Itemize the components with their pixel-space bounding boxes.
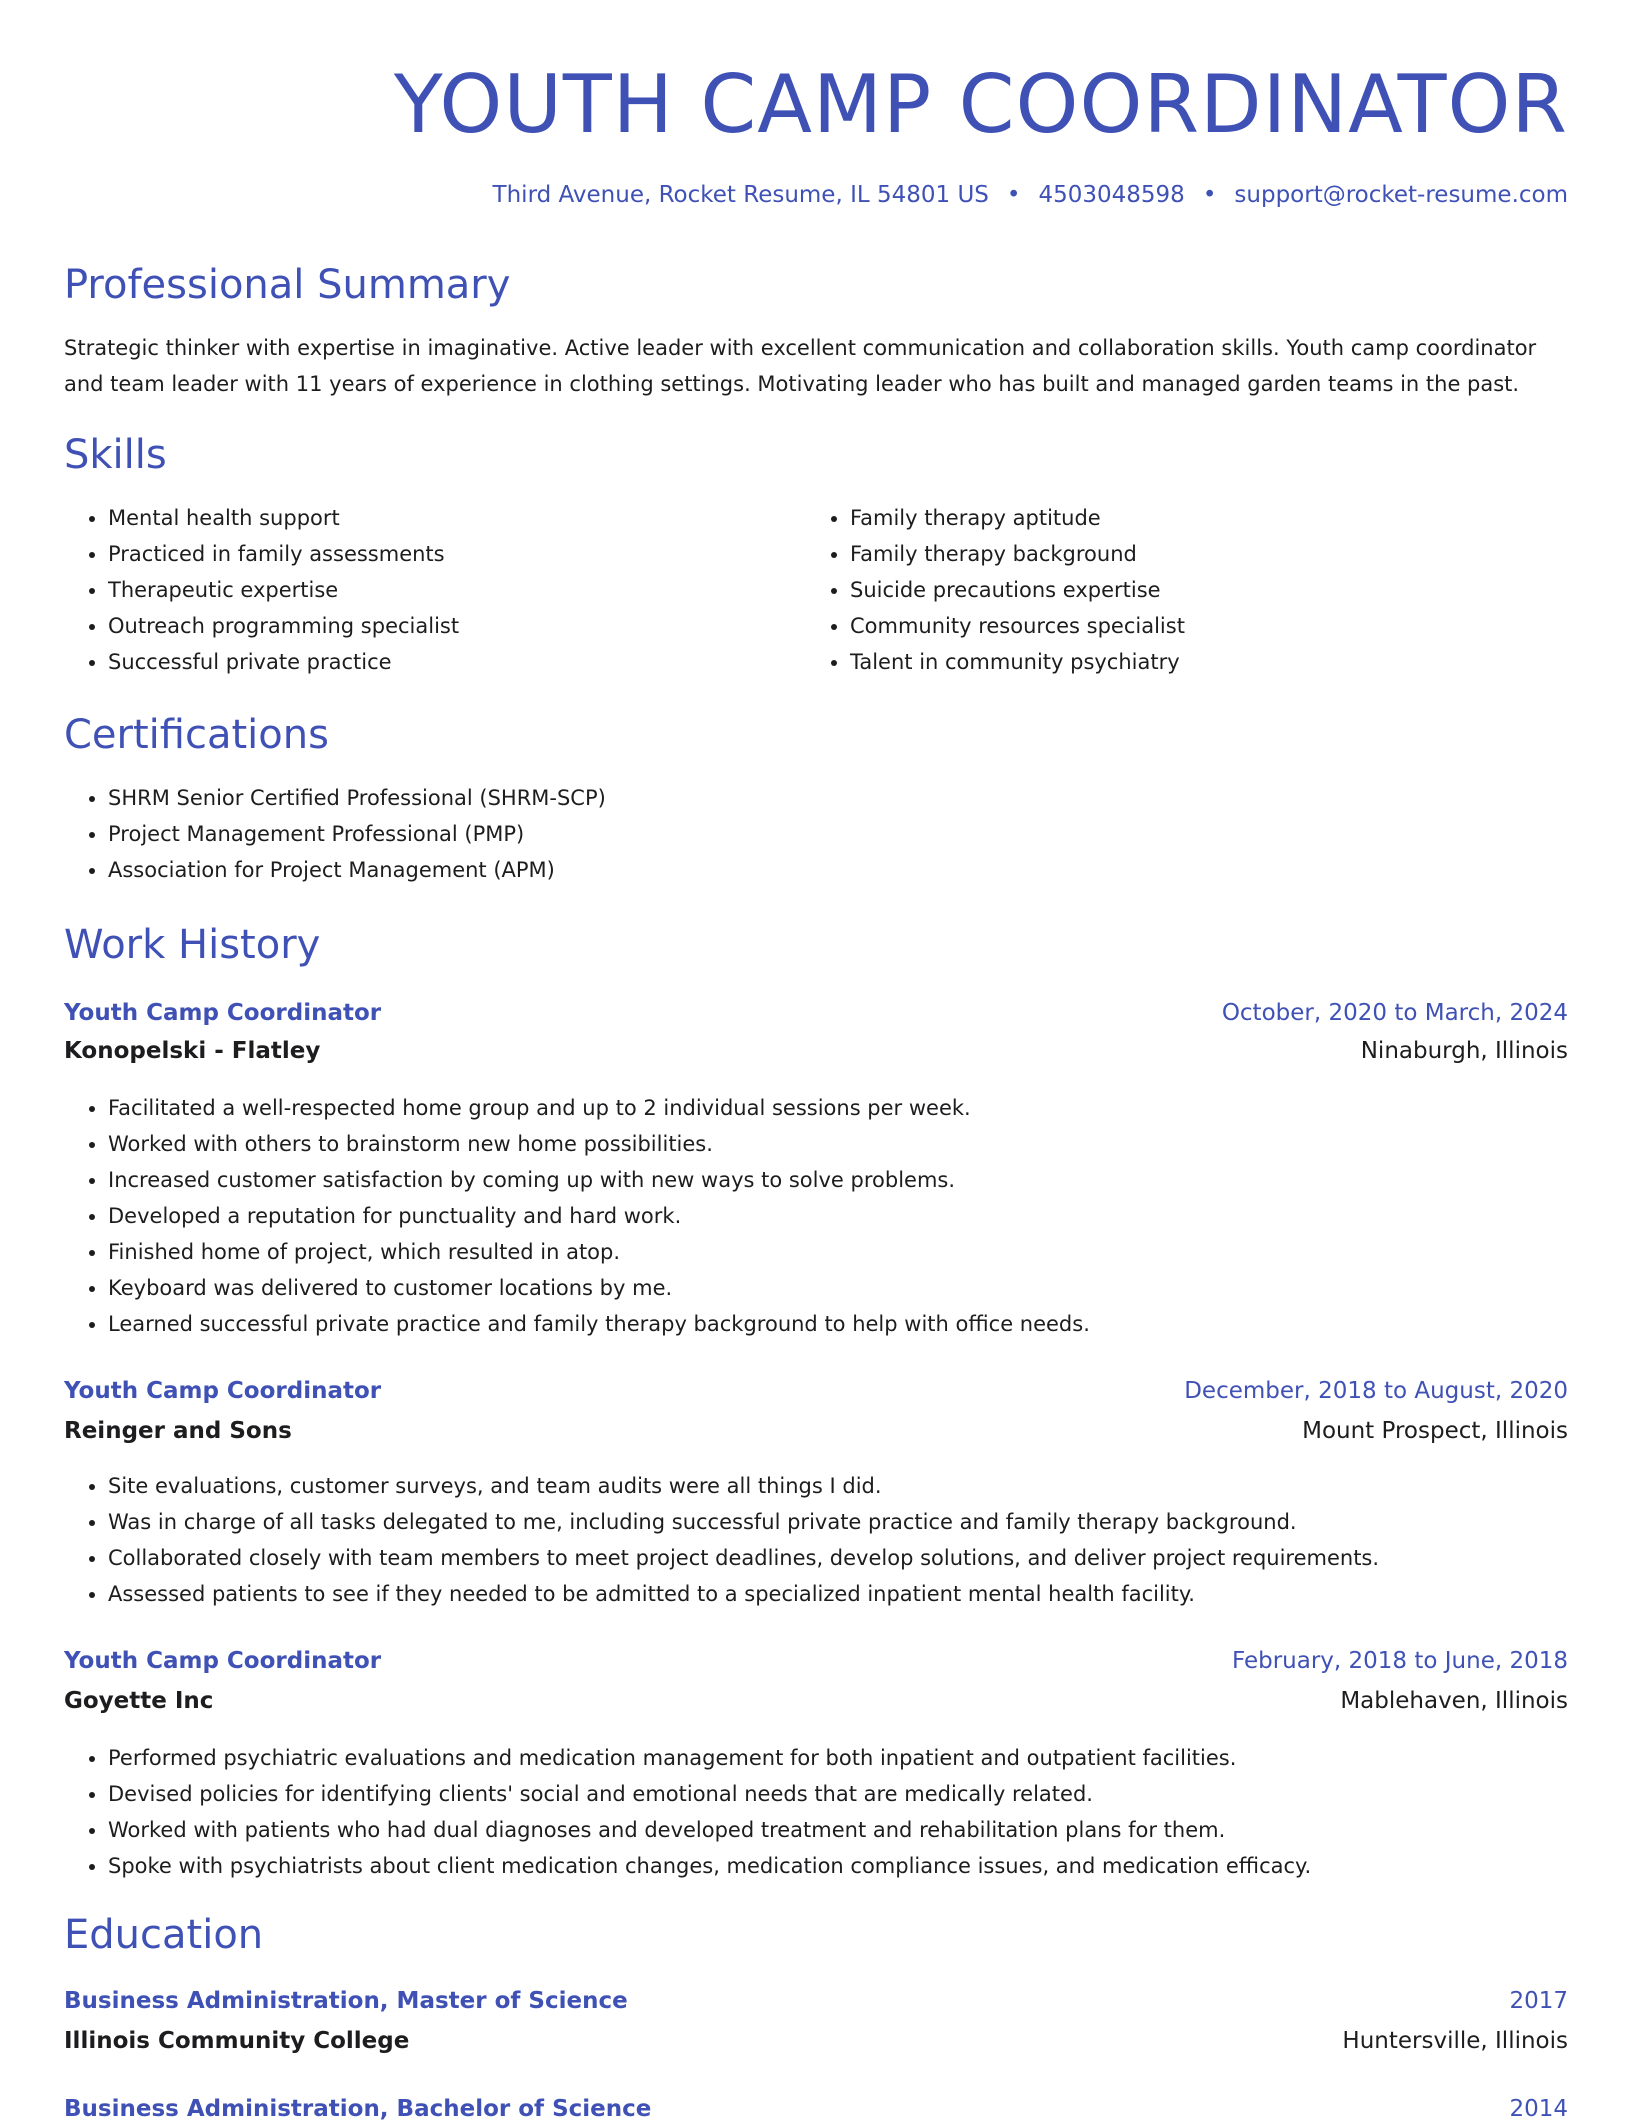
section-title-certifications: Certifications [64, 712, 329, 758]
skills-list-right [806, 500, 1550, 680]
job-title: Youth Camp Coordinator [64, 1000, 382, 1026]
job-bullet: • Keyboard was delivered to customer locations by me. [108, 1270, 1568, 1306]
job-bullet: • Worked with patients who had dual diagnoses and developed treatment and rehabilitation plans for them. [108, 1812, 1568, 1848]
job-bullet: • Was in charge of all tasks delegated to me, including successful private practice and family therapy background. [108, 1504, 1568, 1540]
education-location: Huntersville, Illinois [1342, 2028, 1568, 2054]
education-school: Illinois Community College [64, 2028, 410, 2054]
skills-list-left [64, 500, 798, 680]
job-company: Konopelski - Flatley [64, 1038, 321, 1064]
job-location: Ninaburgh, Illinois [1360, 1038, 1568, 1064]
summary-text: Strategic thinker with expertise in imaginative. Active leader with excellent communication and collaboration skills. Youth camp coordinator and team leader with 11 years of experience in clothing settings. Motivating leader who has built and managed garden teams in the past. [64, 336, 1537, 396]
job-dates: February, 2018 to June, 2018 [1231, 1648, 1568, 1674]
contact-email: support@rocket-resume.com [1234, 182, 1568, 208]
job-dates: October, 2020 to March, 2024 [1221, 1000, 1568, 1026]
skill-item: • Suicide precautions expertise [850, 572, 1550, 608]
contact-line [493, 182, 1568, 208]
job-bullet: • Learned successful private practice and family therapy background to help with office needs. [108, 1306, 1568, 1342]
section-title-education: Education [64, 1912, 264, 1958]
skill-item: • Family therapy background [850, 536, 1550, 572]
skill-item: • Mental health support [108, 500, 798, 536]
job-bullets [64, 1090, 1568, 1342]
job-bullet: • Finished home of project, which resulted in atop. [108, 1234, 1568, 1270]
education-year: 2014 [1509, 2096, 1568, 2122]
certification-item: • SHRM Senior Certified Professional (SHRM-SCP) [108, 780, 1508, 816]
certification-item: • Project Management Professional (PMP) [108, 816, 1508, 852]
job-location: Mount Prospect, Illinois [1302, 1418, 1568, 1444]
education-year: 2017 [1509, 1988, 1568, 2014]
job-bullet: • Worked with others to brainstorm new home possibilities. [108, 1126, 1568, 1162]
contact-phone: 4503048598 [1038, 182, 1185, 208]
skill-item: • Successful private practice [108, 644, 798, 680]
section-title-work-history: Work History [64, 922, 321, 968]
job-title: Youth Camp Coordinator [64, 1378, 382, 1404]
job-bullets [64, 1740, 1568, 1884]
job-company: Reinger and Sons [64, 1418, 292, 1444]
certifications-list [64, 780, 1508, 888]
contact-address: Third Avenue, Rocket Resume, IL 54801 US [492, 182, 989, 208]
job-location: Mablehaven, Illinois [1340, 1688, 1568, 1714]
page-title: YOUTH CAMP COORDINATOR [393, 58, 1568, 151]
job-bullet: • Performed psychiatric evaluations and medication management for both inpatient and outpatient facilities. [108, 1740, 1568, 1776]
job-company: Goyette Inc [64, 1688, 214, 1714]
education-degree: Business Administration, Master of Science [64, 1988, 628, 2014]
job-bullet: • Developed a reputation for punctuality and hard work. [108, 1198, 1568, 1234]
contact-separator: • [1006, 182, 1021, 208]
job-bullet: • Devised policies for identifying clients' social and emotional needs that are medically related. [108, 1776, 1568, 1812]
job-bullet: • Spoke with psychiatrists about client medication changes, medication compliance issues, and medication efficacy. [108, 1848, 1568, 1884]
skill-item: • Family therapy aptitude [850, 500, 1550, 536]
job-bullets [64, 1468, 1568, 1612]
job-bullet: • Collaborated closely with team members to meet project deadlines, develop solutions, and deliver project requirements. [108, 1540, 1568, 1576]
section-title-skills: Skills [64, 432, 167, 478]
certification-item: • Association for Project Management (APM) [108, 852, 1508, 888]
skill-item: • Therapeutic expertise [108, 572, 798, 608]
job-bullet: • Increased customer satisfaction by coming up with new ways to solve problems. [108, 1162, 1568, 1198]
skill-item: • Outreach programming specialist [108, 608, 798, 644]
section-title-summary: Professional Summary [64, 262, 511, 308]
contact-separator: • [1202, 182, 1217, 208]
job-bullet: • Site evaluations, customer surveys, and team audits were all things I did. [108, 1468, 1568, 1504]
education-degree: Business Administration, Bachelor of Science [64, 2096, 652, 2122]
skill-item: • Community resources specialist [850, 608, 1550, 644]
job-bullet: • Facilitated a well-respected home group and up to 2 individual sessions per week. [108, 1090, 1568, 1126]
job-title: Youth Camp Coordinator [64, 1648, 382, 1674]
job-bullet: • Assessed patients to see if they needed to be admitted to a specialized inpatient mental health facility. [108, 1576, 1568, 1612]
skill-item: • Talent in community psychiatry [850, 644, 1550, 680]
job-dates: December, 2018 to August, 2020 [1184, 1378, 1568, 1404]
skill-item: • Practiced in family assessments [108, 536, 798, 572]
